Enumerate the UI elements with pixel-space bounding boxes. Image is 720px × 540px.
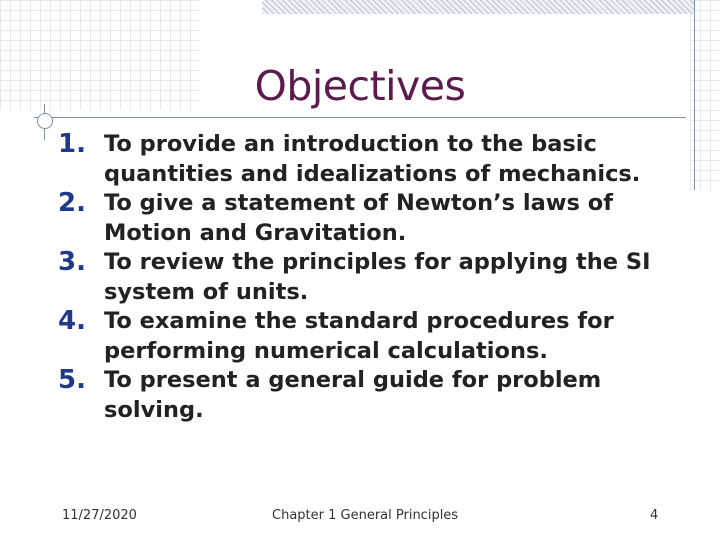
slide-title: Objectives (254, 62, 466, 110)
decorative-hatch-bar (262, 0, 694, 14)
title-divider-line (34, 117, 686, 118)
footer-date: 11/27/2020 (62, 508, 137, 523)
objective-text: To present a general guide for problem solving. (104, 367, 602, 423)
objective-item-1 (58, 130, 698, 189)
objective-number: 3. (58, 247, 86, 277)
crosshair-icon (37, 113, 53, 129)
footer-page-number: 4 (650, 508, 659, 523)
objective-number: 4. (58, 306, 86, 336)
objective-number: 5. (58, 365, 86, 395)
objective-text: To examine the standard procedures for performing numerical calculations. (104, 308, 614, 364)
objective-number: 1. (58, 129, 86, 159)
objective-item-4 (58, 307, 698, 366)
objective-item-3 (58, 248, 698, 307)
objective-text: To review the principles for applying the SI system of units. (104, 249, 651, 305)
footer-chapter-title: Chapter 1 General Principles (272, 508, 459, 523)
objective-number: 2. (58, 188, 86, 218)
objective-text: To give a statement of Newton’s laws of Motion and Gravitation. (104, 190, 614, 246)
objective-item-5 (58, 366, 698, 425)
objective-item-2 (58, 189, 698, 248)
objectives-list (58, 130, 698, 425)
objective-text: To provide an introduction to the basic quantities and idealizations of mechanics. (104, 131, 641, 187)
